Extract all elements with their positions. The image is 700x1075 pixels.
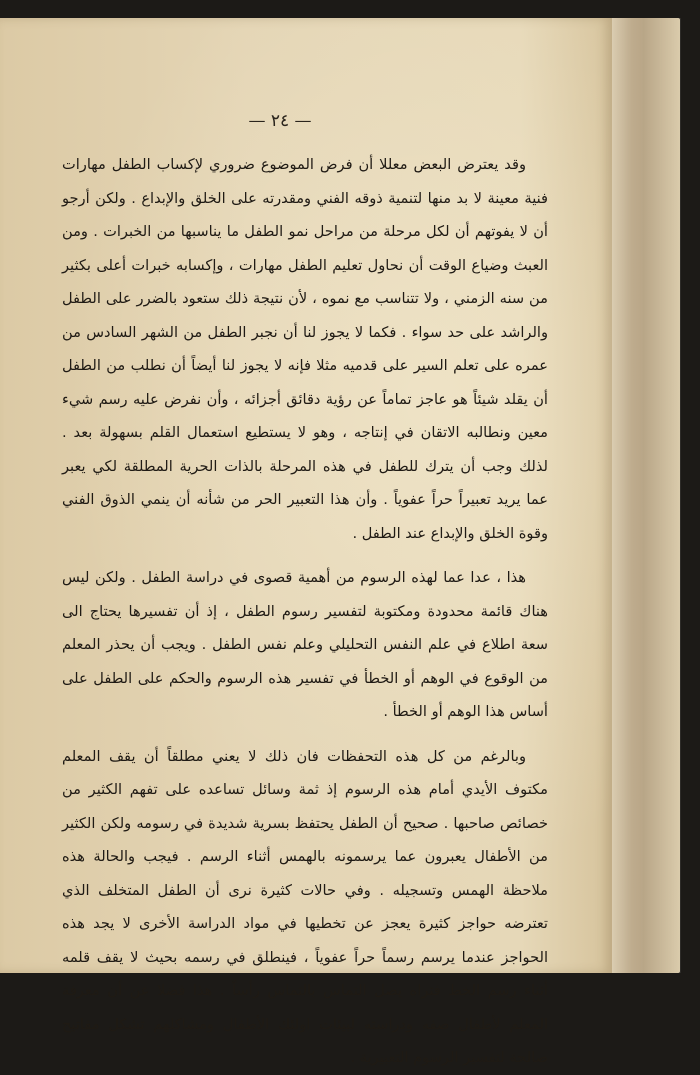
book-page <box>0 18 612 1066</box>
page-number: — ٢٤ — <box>248 111 312 131</box>
paragraph: هذا ، عدا عما لهذه الرسوم من أهمية قصوى في دراسة الطفل . ولكن ليس هناك قائمة محدودة ومكتوبة لتفسير رسوم الطفل ، إذ أن تفسيرها يحتاج الى سعة اطلاع في علم النفس التحليلي وعلم نفس الطفل . ويجب أن يحذر المعلم من الوقوع في الوهم أو الخطأ في تفسير هذه الرسوم والحكم على الطفل على أساس هذا الوهم أو الخطأ . <box>62 569 548 720</box>
protective-sleeve <box>605 18 681 973</box>
paragraph: وقد يعترض البعض معللا أن فرض الموضوع ضروري لإكساب الطفل مهارات فنية معينة لا بد منها لتنمية ذوقه الفني ومقدرته على الخلق والإبداع . ولكن أرجو أن لا يفوتهم أن لكل مرحلة من مراحل نمو الطفل ما يناسبها من الخبرات . ومن العبث وضياع الوقت أن نحاول تعليم الطفل مهارات ، وإكسابه خبرات أعلى بكثير من سنه الزمني ، ولا تتناسب مع نموه ، لأن نتيجة ذلك ستعود بالضرر على الطفل والراشد على حد سواء . فكما لا يجوز لنا أن نجبر الطفل من الشهر السادس من عمره على تعلم السير على قدميه مثلا فإنه لا يجوز لنا أيضاً أن نطلب من الطفل أن يقلد شيئاً هو عاجز تماماً عن رؤية دقائق أجزائه ، وأن نفرض عليه رسم شيء معين ونطالبه الاتقان في إنتاجه ، وهو لا يستطيع استعمال القلم بسهولة بعد . لذلك وجب أن يترك للطفل في هذه المرحلة بالذات الحرية المطلقة لكي يعبر عما يريد تعبيراً حراً عفوياً . وأن هذا التعبير الحر من شأنه أن ينمي الذوق الفني وقوة الخلق والإبداع عند الطفل . <box>62 156 548 542</box>
body-text <box>62 148 548 1075</box>
paragraph: وبالرغم من كل هذه التحفظات فان ذلك لا يعني مطلقاً أن يقف المعلم مكتوف الأيدي أمام هذه الرسوم إذ ثمة وسائل تساعده على تفهم الكثير من خصائص صاحبها . صحيح أن الطفل يحتفظ بسرية شديدة في رسومه ولكن الكثير من الأطفال يعبرون عما يرسمونه بالهمس أثناء الرسم . فيجب والحالة هذه ملاحظة الهمس وتسجيله . وفي حالات كثيرة نرى أن الطفل المتخلف الذي تعترضه حواجز كثيرة يعجز عن تخطيها في مواد الدراسة الأخرى لا يجد هذه الحواجز عندما يرسم رسماً حراً عفوياً ، فينطلق في رسمه بحيث لا يقف قلمه أثناء رسم الخط فتراه يصل التماس بالتماس رأساً . هذا فضلا عن أن معرفة المعلم لأطفال صفه ودراسته لبيئات اولئك الأطفال ومشاكلهم تشكل مفاتيح صالحة لتفسير الرسوم التعبيرية . <box>62 747 548 1066</box>
